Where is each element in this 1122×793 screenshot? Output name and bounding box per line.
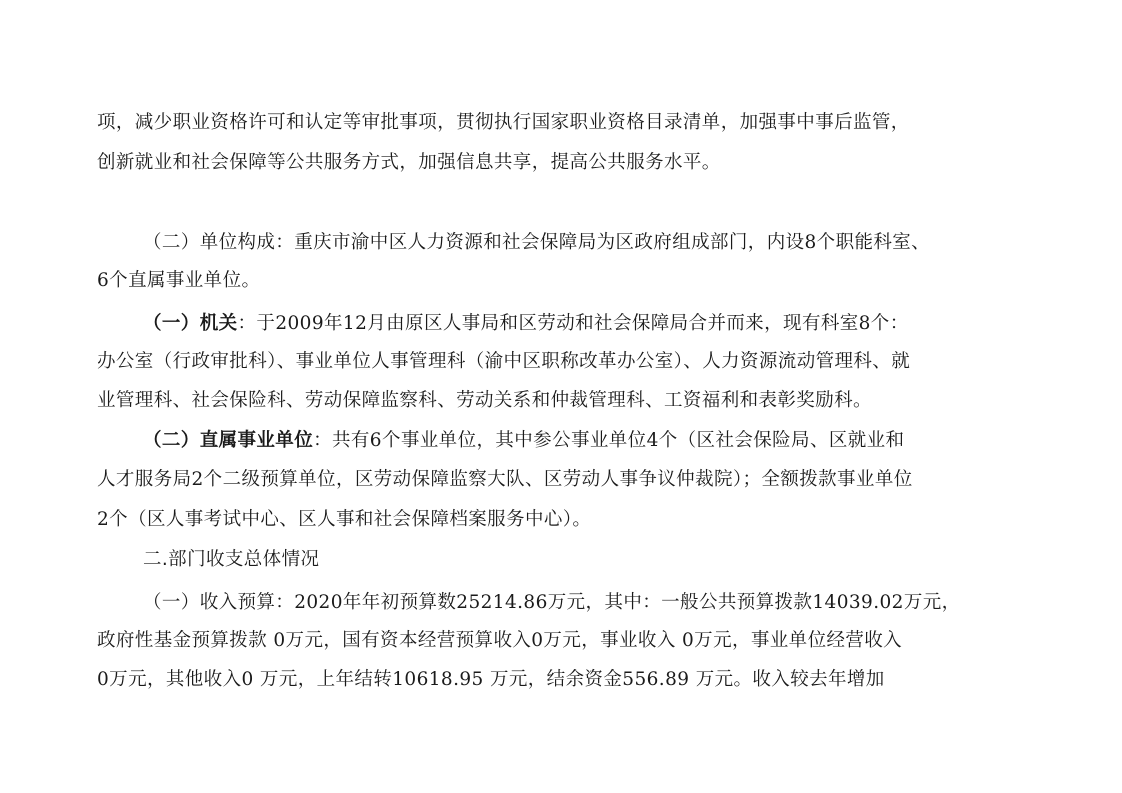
paragraph-line: 项，减少职业资格许可和认定等审批事项，贯彻执行国家职业资格目录清单，加强事中事后监管， [97,112,910,133]
paragraph-line: 业管理科、社会保险科、劳动保障监察科、劳动关系和仲裁管理科、工资福利和表彰奖励科。 [97,390,872,411]
unit-composition-line: （二）单位构成：重庆市渝中区人力资源和社会保障局为区政府组成部门，内设8个职能科室、 [143,232,931,253]
organ-label: （一）机关 [143,313,238,334]
units-label: （二）直属事业单位 [143,430,314,451]
organ-text: ：于2009年12月由原区人事局和区劳动和社会保障局合并而来，现有科室8个： [237,313,909,334]
income-budget-line: （一）收入预算：2020年年初预算数25214.86万元，其中：一般公共预算拨款14039.02万元， [143,592,961,613]
paragraph-line: 创新就业和社会保障等公共服务方式，加强信息共享，提高公共服务水平。 [97,152,721,173]
section-heading: 二.部门收支总体情况 [143,549,320,570]
paragraph-line: 6个直属事业单位。 [97,270,261,291]
organ-paragraph-line [143,311,1073,337]
paragraph-line: 办公室（行政审批科）、事业单位人事管理科（渝中区职称改革办公室）、人力资源流动管理科、就 [97,351,911,372]
units-text: ：共有6个事业单位，其中参公事业单位4个（区社会保险局、区就业和 [313,430,905,451]
paragraph-line: 0万元，其他收入0 万元，上年结转10618.95 万元，结余资金556.89 万元。收入较去年增加 [97,669,885,690]
paragraph-line: 人才服务局2个二级预算单位，区劳动保障监察大队、区劳动人事争议仲裁院）；全额拨款事业单位 [97,469,913,490]
units-paragraph-line [143,428,1073,454]
paragraph-line: 2个（区人事考试中心、区人事和社会保障档案服务中心）。 [97,509,592,530]
paragraph-line: 政府性基金预算拨款 0万元，国有资本经营预算收入0万元，事业收入 0万元，事业单位经营收入 [97,630,903,651]
